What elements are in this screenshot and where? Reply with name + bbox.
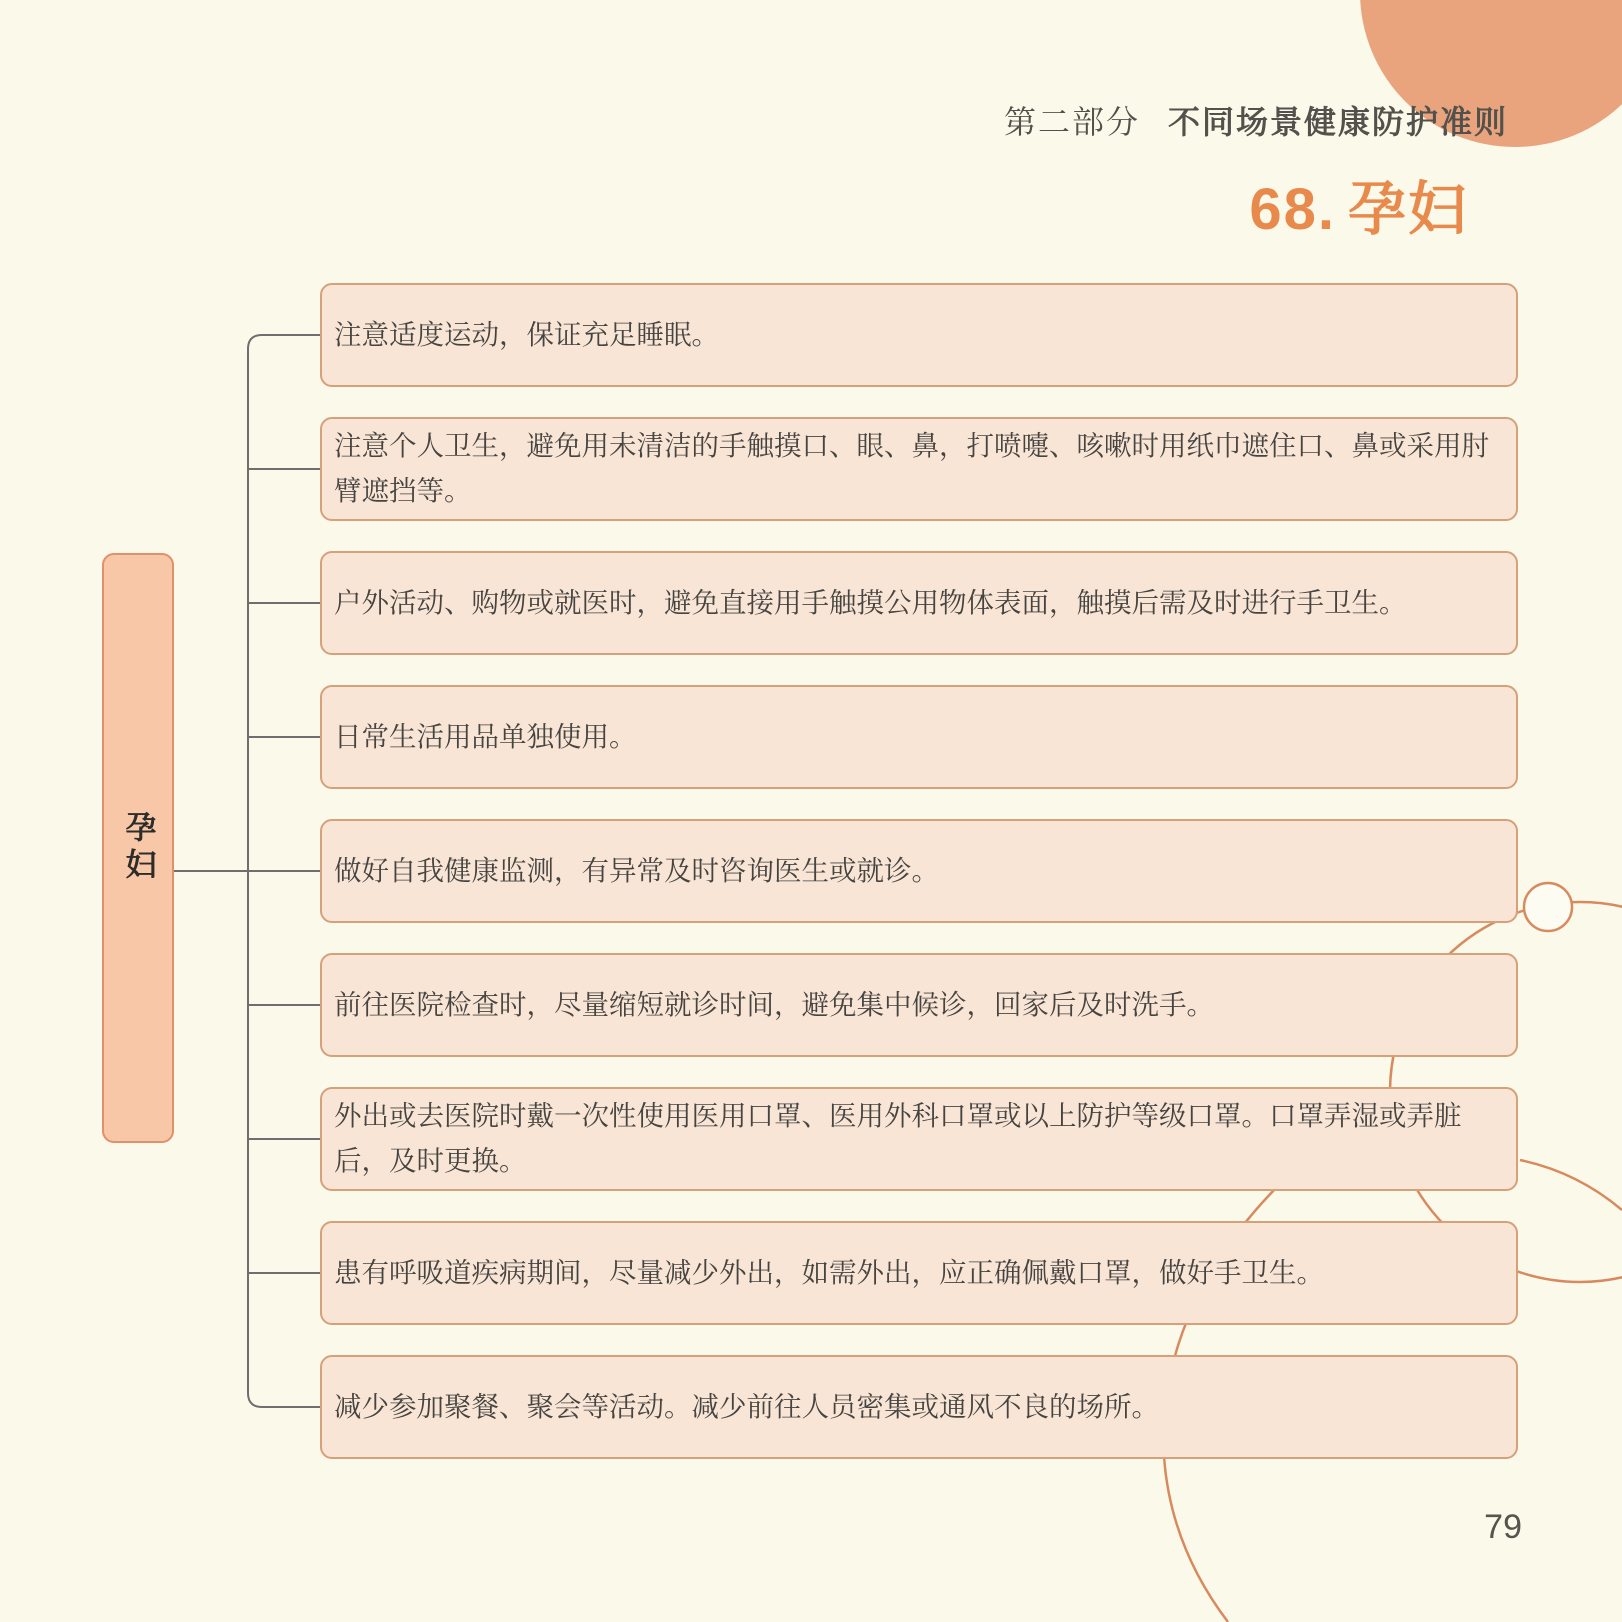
guideline-text: 前往医院检查时，尽量缩短就诊时间，避免集中候诊，回家后及时洗手。 [334, 988, 1214, 1020]
guideline-text: 患有呼吸道疾病期间，尽量减少外出，如需外出，应正确佩戴口罩，做好手卫生。 [334, 1256, 1324, 1288]
small-circle-decoration [1524, 883, 1572, 931]
guideline-box [320, 1355, 1518, 1459]
guideline-box [320, 953, 1518, 1057]
guideline-box [320, 819, 1518, 923]
guideline-box [320, 1087, 1518, 1191]
mindmap-root-label: 孕妇 [120, 811, 156, 885]
arc-decoration-right [1520, 1160, 1622, 1210]
mindmap-root-node [102, 553, 174, 1143]
guideline-text: 外出或去医院时戴一次性使用医用口罩、医用外科口罩或以上防护等级口罩。口罩弄湿或弄脏后，及时更换。 [334, 1100, 1462, 1176]
guideline-text: 减少参加聚餐、聚会等活动。减少前往人员密集或通风不良的场所。 [334, 1390, 1159, 1422]
guideline-box [320, 417, 1518, 521]
guideline-text: 注意适度运动，保证充足睡眠。 [334, 318, 719, 350]
guideline-box [320, 551, 1518, 655]
guideline-text: 做好自我健康监测，有异常及时咨询医生或就诊。 [334, 854, 939, 886]
guideline-text: 户外活动、购物或就医时，避免直接用手触摸公用物体表面，触摸后需及时进行手卫生。 [334, 586, 1407, 618]
section-number: 68. [1249, 177, 1336, 242]
section-title [1249, 162, 1468, 246]
guideline-text: 日常生活用品单独使用。 [334, 720, 637, 752]
guideline-box [320, 283, 1518, 387]
guideline-box [320, 685, 1518, 789]
guideline-text: 注意个人卫生，避免用未清洁的手触摸口、眼、鼻，打喷嚏、咳嗽时用纸巾遮住口、鼻或采用肘臂遮挡等。 [334, 430, 1489, 506]
part-title: 不同场景健康防护准则 [1167, 104, 1508, 140]
section-name: 孕妇 [1347, 177, 1468, 242]
page-number: 79 [1484, 1508, 1522, 1546]
part-label: 第二部分 [1003, 104, 1140, 140]
page-header [1004, 97, 1508, 143]
guideline-box [320, 1221, 1518, 1325]
